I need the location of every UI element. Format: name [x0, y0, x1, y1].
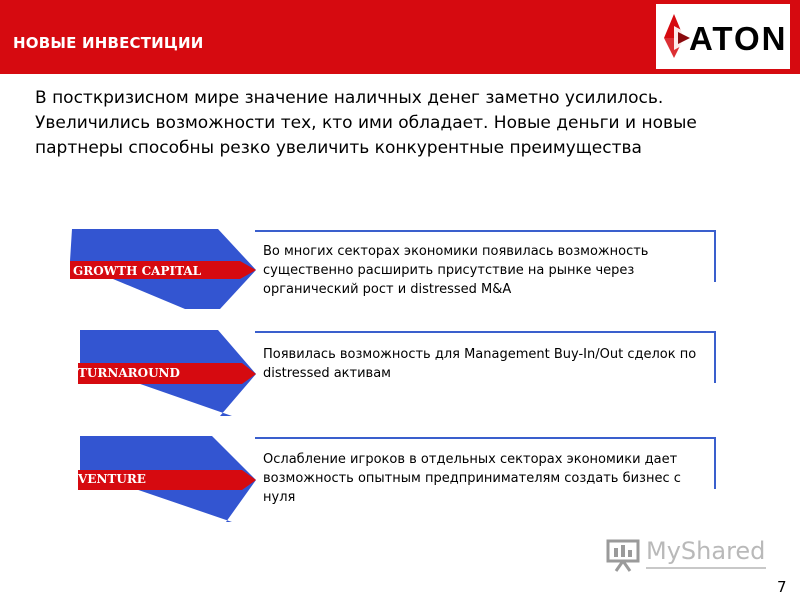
presentation-board-icon [606, 536, 642, 572]
row-description: Во многих секторах экономики появилась возможность существенно расширить присутствие на рынке через органический рост и distressed M&A [263, 244, 649, 297]
row-label: VENTURE [78, 472, 146, 486]
strategy-row-venture [0, 436, 800, 522]
aton-logo [656, 4, 790, 69]
watermark-text: MyShared [646, 537, 766, 565]
slide-title: НОВЫЕ ИНВЕСТИЦИИ [13, 34, 204, 52]
logo-text: ATON [689, 20, 788, 57]
strategy-row-growth-capital [0, 229, 800, 309]
page-number: 7 [777, 578, 787, 596]
watermark-underline [646, 567, 766, 569]
strategy-row-turnaround [0, 330, 800, 416]
row-label: GROWTH CAPITAL [73, 264, 202, 278]
row-label: TURNAROUND [78, 366, 180, 380]
watermark [606, 536, 766, 572]
row-description: Ослабление игроков в отдельных секторах экономики дает возможность опытным предпринимателям создать бизнес с нуля [263, 452, 681, 505]
row-description: Появилась возможность для Management Buy-In/Out сделок по distressed активам [263, 347, 697, 381]
intro-paragraph: В посткризисном мире значение наличных денег заметно усилилось. Увеличились возможности тех, кто ими обладает. Новые деньги и новые партнеры способны резко увеличить конкурентные преимущества [35, 88, 697, 158]
